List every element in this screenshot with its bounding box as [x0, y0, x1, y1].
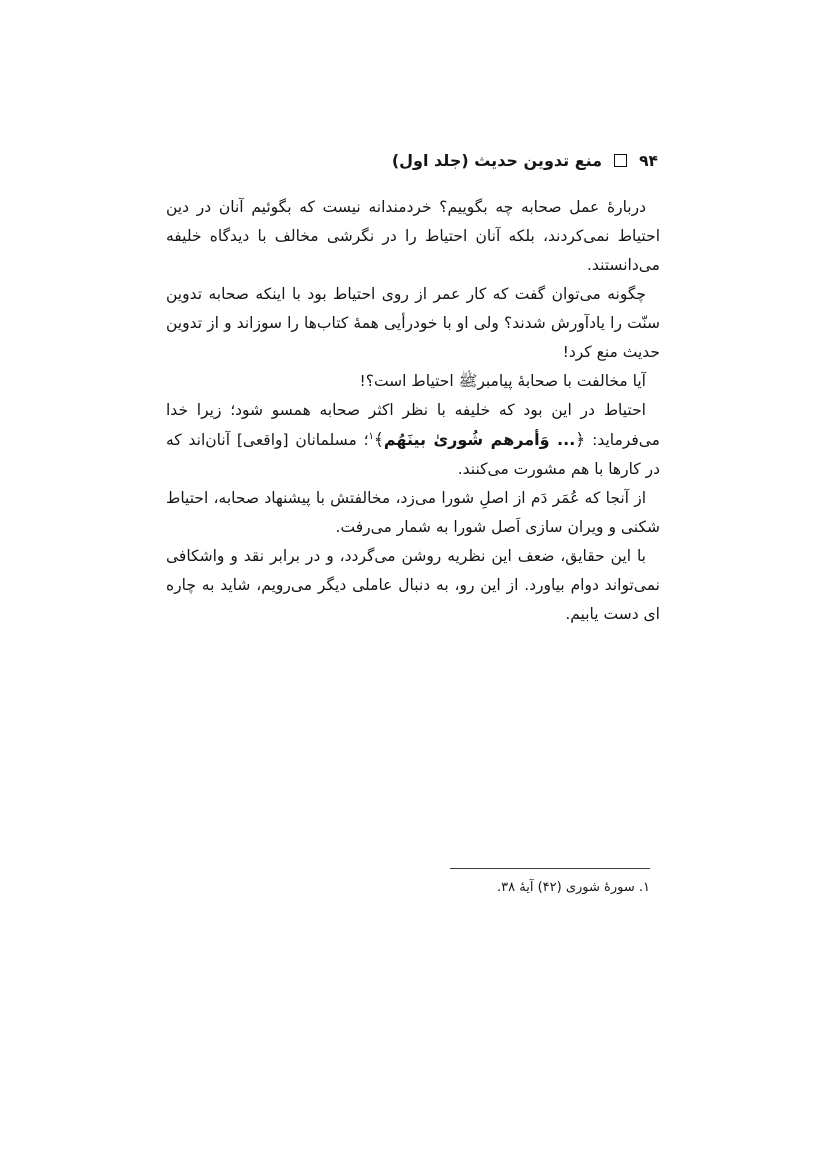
paragraph-3: آیا مخالفت با صحابهٔ پیامبرﷺ احتیاط است؟!: [359, 372, 646, 390]
paragraph-4-post-text: ؛ مسلمانان [واقعی] آنان‌اند که در کارها با هم مشورت می‌کنند.: [166, 431, 660, 478]
footnote-separator-rule: [450, 868, 650, 869]
footnote-reference-marker: ۱: [368, 430, 374, 442]
footnote-area: [166, 868, 660, 898]
ornate-open-bracket: ﴿: [575, 430, 586, 450]
ornate-close-bracket: ﴾: [373, 430, 384, 450]
quran-verse-text: ... وَأمرهم شُوریٰ بینَهُم: [383, 430, 576, 449]
paragraph-1: دربارهٔ عمل صحابه چه بگوییم؟ خردمندانه نیست که بگوئیم آنان در دین احتیاط نمی‌کردند، بلکه آنان احتیاط را در نگرشی مخالف با دیدگاه خلیفه می‌دانستند.: [166, 198, 660, 274]
paragraph-2: چگونه می‌توان گفت که کار عمر از روی احتیاط بود با اینکه صحابه تدوین سنّت را یادآورش شدند؟ ولی او با خودرأیی همهٔ کتاب‌ها را سوزاند و از تدوین حدیث منع کرد!: [166, 285, 660, 361]
quran-verse: [374, 430, 585, 449]
paragraph-5: از آنجا که عُمَر دَم از اصلِ شورا می‌زد، مخالفتش با پیشنهاد صحابه، احتیاط شکنی و ویران سازی اَصل شورا به شمار می‌رفت.: [166, 489, 660, 536]
paragraph-4-with-verse: [166, 396, 660, 484]
paragraph-4-pre-text: احتیاط در این بود که خلیفه با نظر اکثر صحابه همسو شود؛ زیرا خدا می‌فرماید:: [166, 401, 660, 449]
page-header: [392, 151, 658, 170]
square-bullet-icon: [614, 154, 627, 167]
page-number: ۹۴: [639, 151, 658, 170]
body-text: [166, 193, 660, 629]
book-title: منع تدوین حدیث (جلد اول): [391, 151, 603, 170]
footnote-text: ۱. سورهٔ شوری (۴۲) آیهٔ ۳۸.: [497, 880, 650, 895]
paragraph-6: با این حقایق، ضعف این نظریه روشن می‌گردد، و در برابر نقد و واشکافی نمی‌تواند دوام بیاورد. از این رو، به دنبال عاملی دیگر می‌رویم، شاید به چاره ای دست یابیم.: [166, 547, 660, 623]
